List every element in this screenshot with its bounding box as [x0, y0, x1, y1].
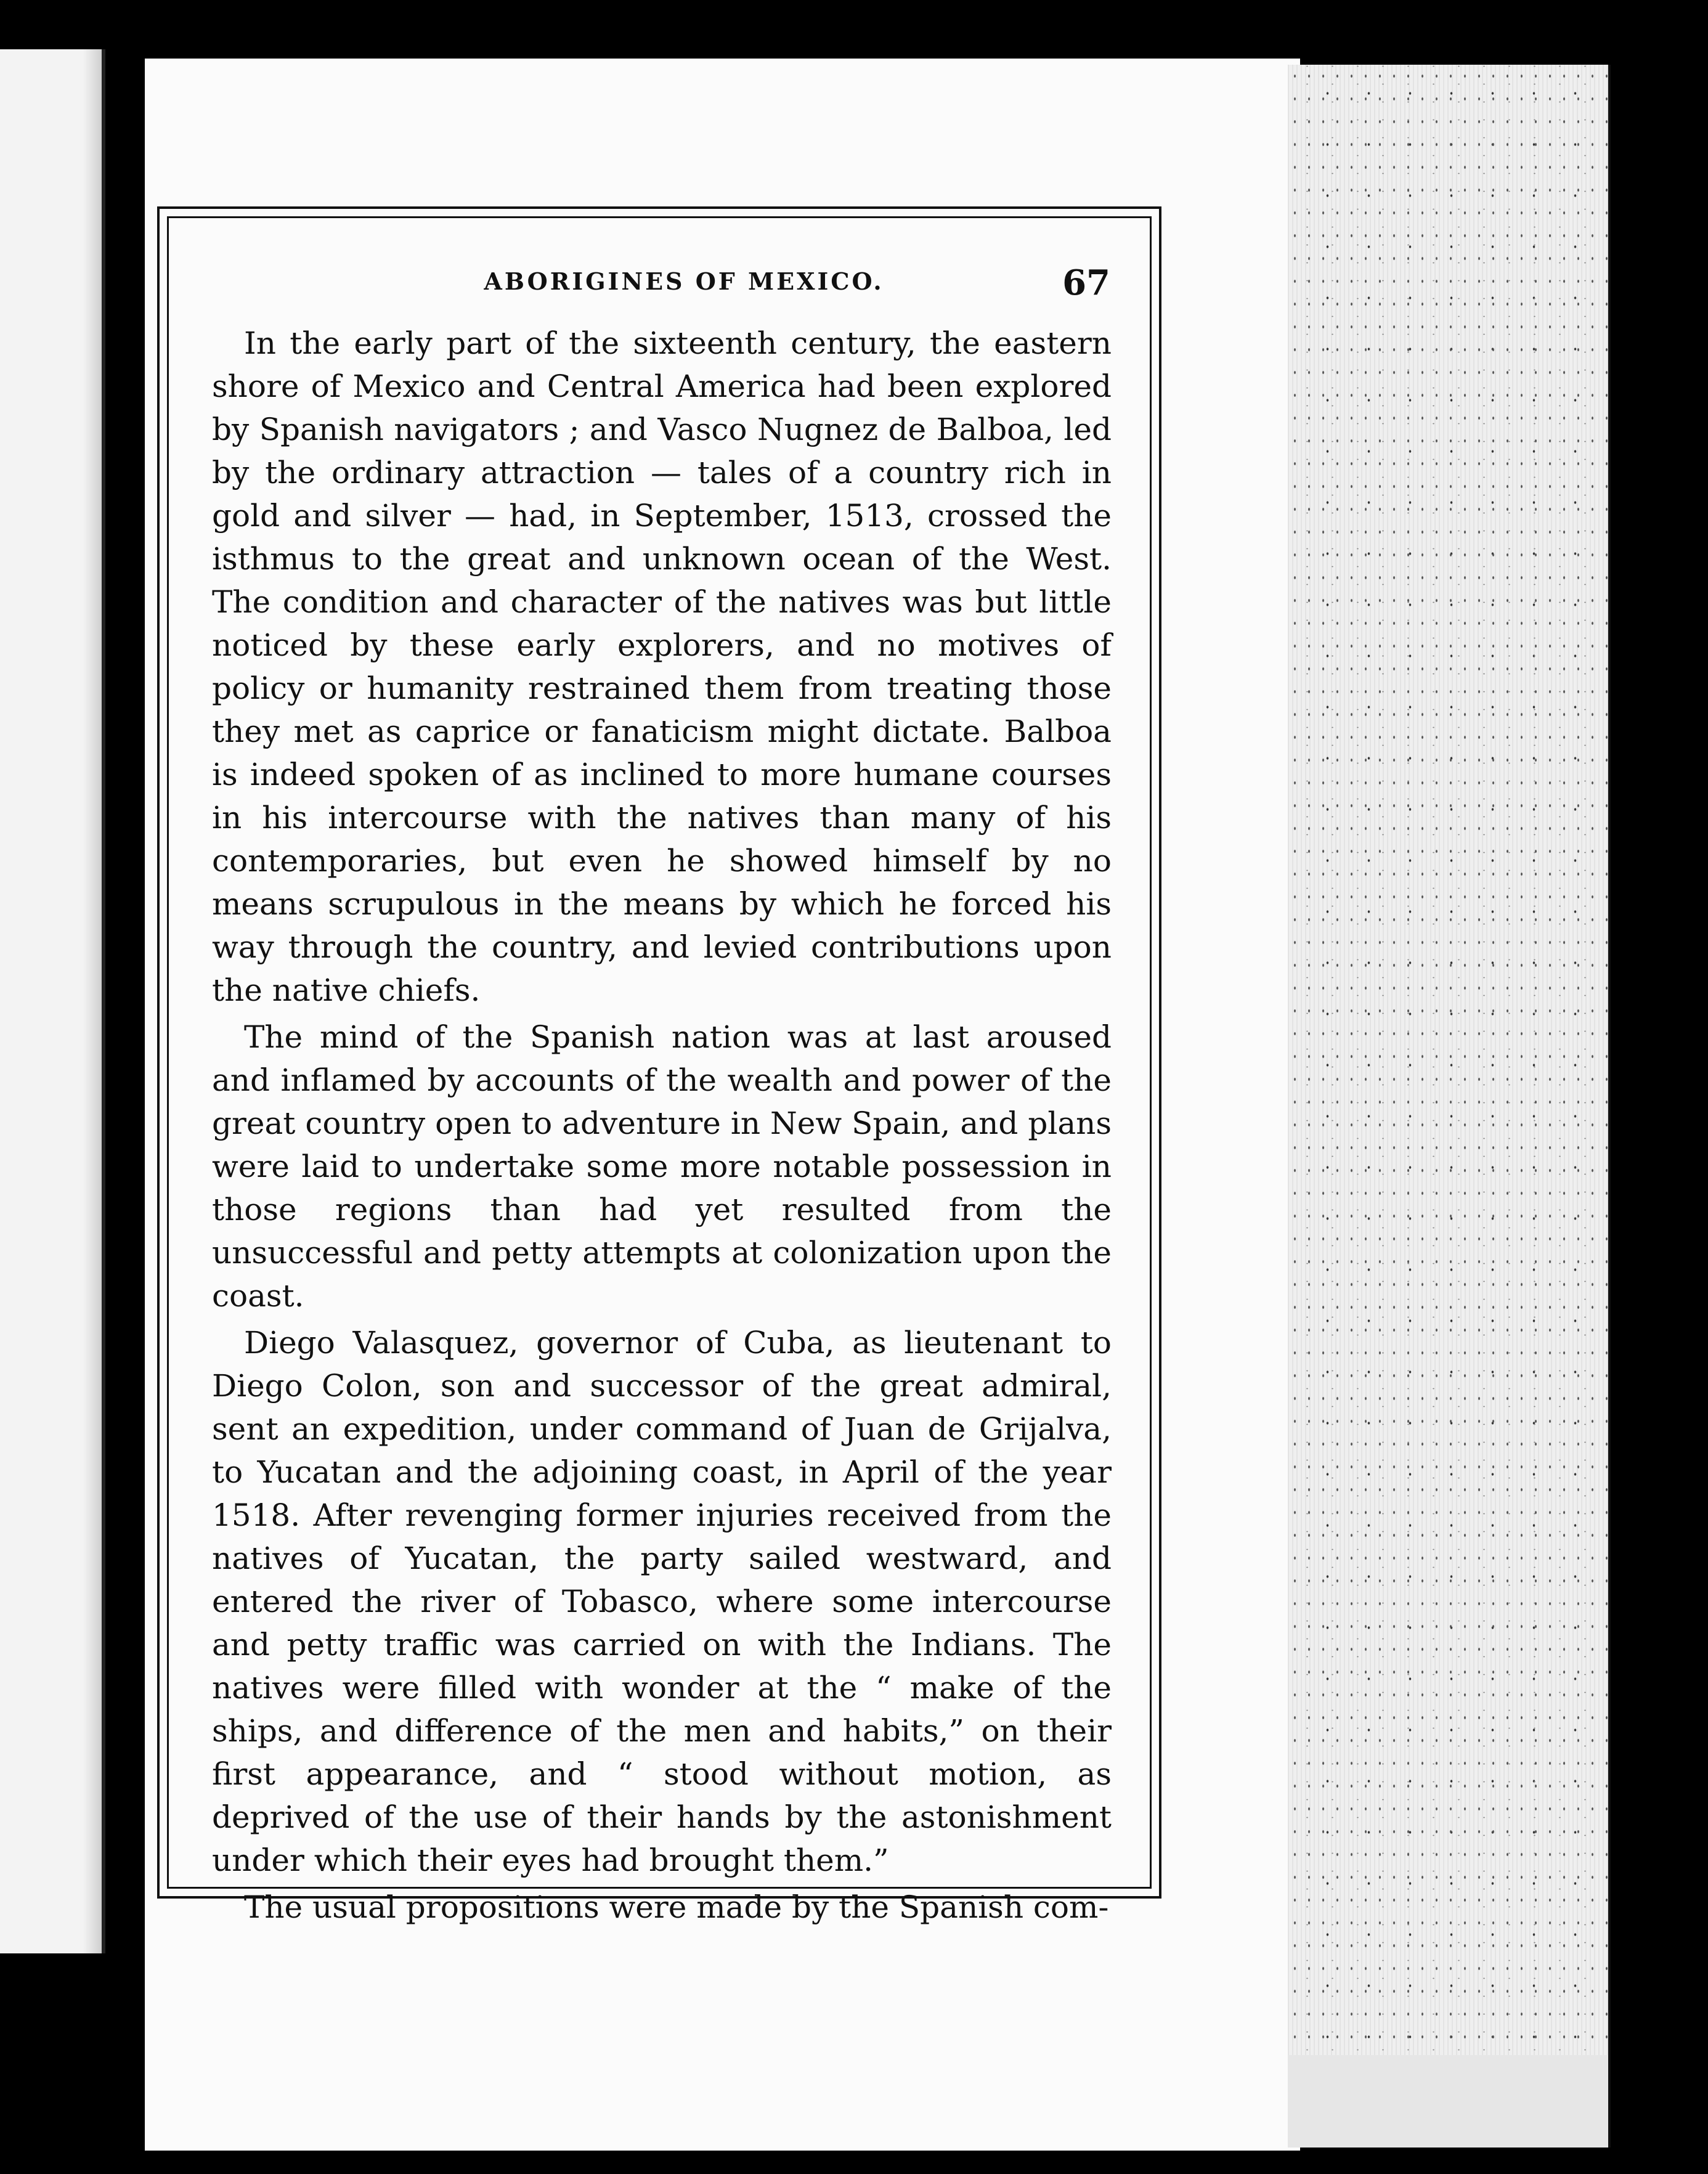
paragraph: The mind of the Spanish nation was at last aroused and inflamed by accounts of the wealth and power of the great country open to adventure in New Spain, and plans were laid to undertake some more notable possession in those regions than had yet resulted from the unsuccessful and petty attempts at colonization upon the coast. — [212, 1019, 1112, 1314]
paragraph: Diego Valasquez, governor of Cuba, as lieutenant to Diego Colon, son and successor of the great admiral, sent an expedition, under command of Juan de Grijalva, to Yucatan and the adjoining coast, in April of the year 1518. After revenging former injuries received from the natives of Yucatan, the party sailed westward, and entered the river of Tobasco, where some intercourse and petty traffic was carried on with the Indians. The natives were filled with wonder at the “ make of the ships, and difference of the men and habits,” on their first appearance, and “ stood without motion, as deprived of the use of their hands by the astonishment under which their eyes had brought them.” — [212, 1325, 1112, 1878]
running-title: ABORIGINES OF MEXICO. — [484, 267, 884, 295]
paragraph: In the early part of the sixteenth century, the eastern shore of Mexico and Central America had been explored by Spanish navigators ; and Vasco Nugnez de Balboa, led by the ordinary attraction — tales of a country rich in gold and silver — had, in September, 1513, crossed the isthmus to the great and unknown ocean of the West. The condition and character of the natives was but little noticed by these early explorers, and no motives of policy or humanity restrained them from treating those they met as caprice or fanaticism might dictate. Balboa is indeed spoken of as inclined to more humane courses in his intercourse with the natives than many of his contemporaries, but even he showed himself by no means scrupulous in the means by which he forced his way through the country, and levied contributions upon the native chiefs. — [212, 325, 1112, 1008]
running-head — [203, 263, 1115, 312]
book-fore-edge-lower — [1288, 2055, 1611, 2148]
paragraph: The usual propositions were made by the Spanish com- — [244, 1889, 1109, 1925]
body-text — [212, 322, 1112, 1929]
page-border-frame — [157, 206, 1161, 1925]
page-number: 67 — [1062, 263, 1110, 303]
page-border-inner-rule — [167, 216, 1152, 1925]
facing-page-edge — [0, 49, 105, 1953]
book-fore-edge — [1288, 65, 1611, 2058]
